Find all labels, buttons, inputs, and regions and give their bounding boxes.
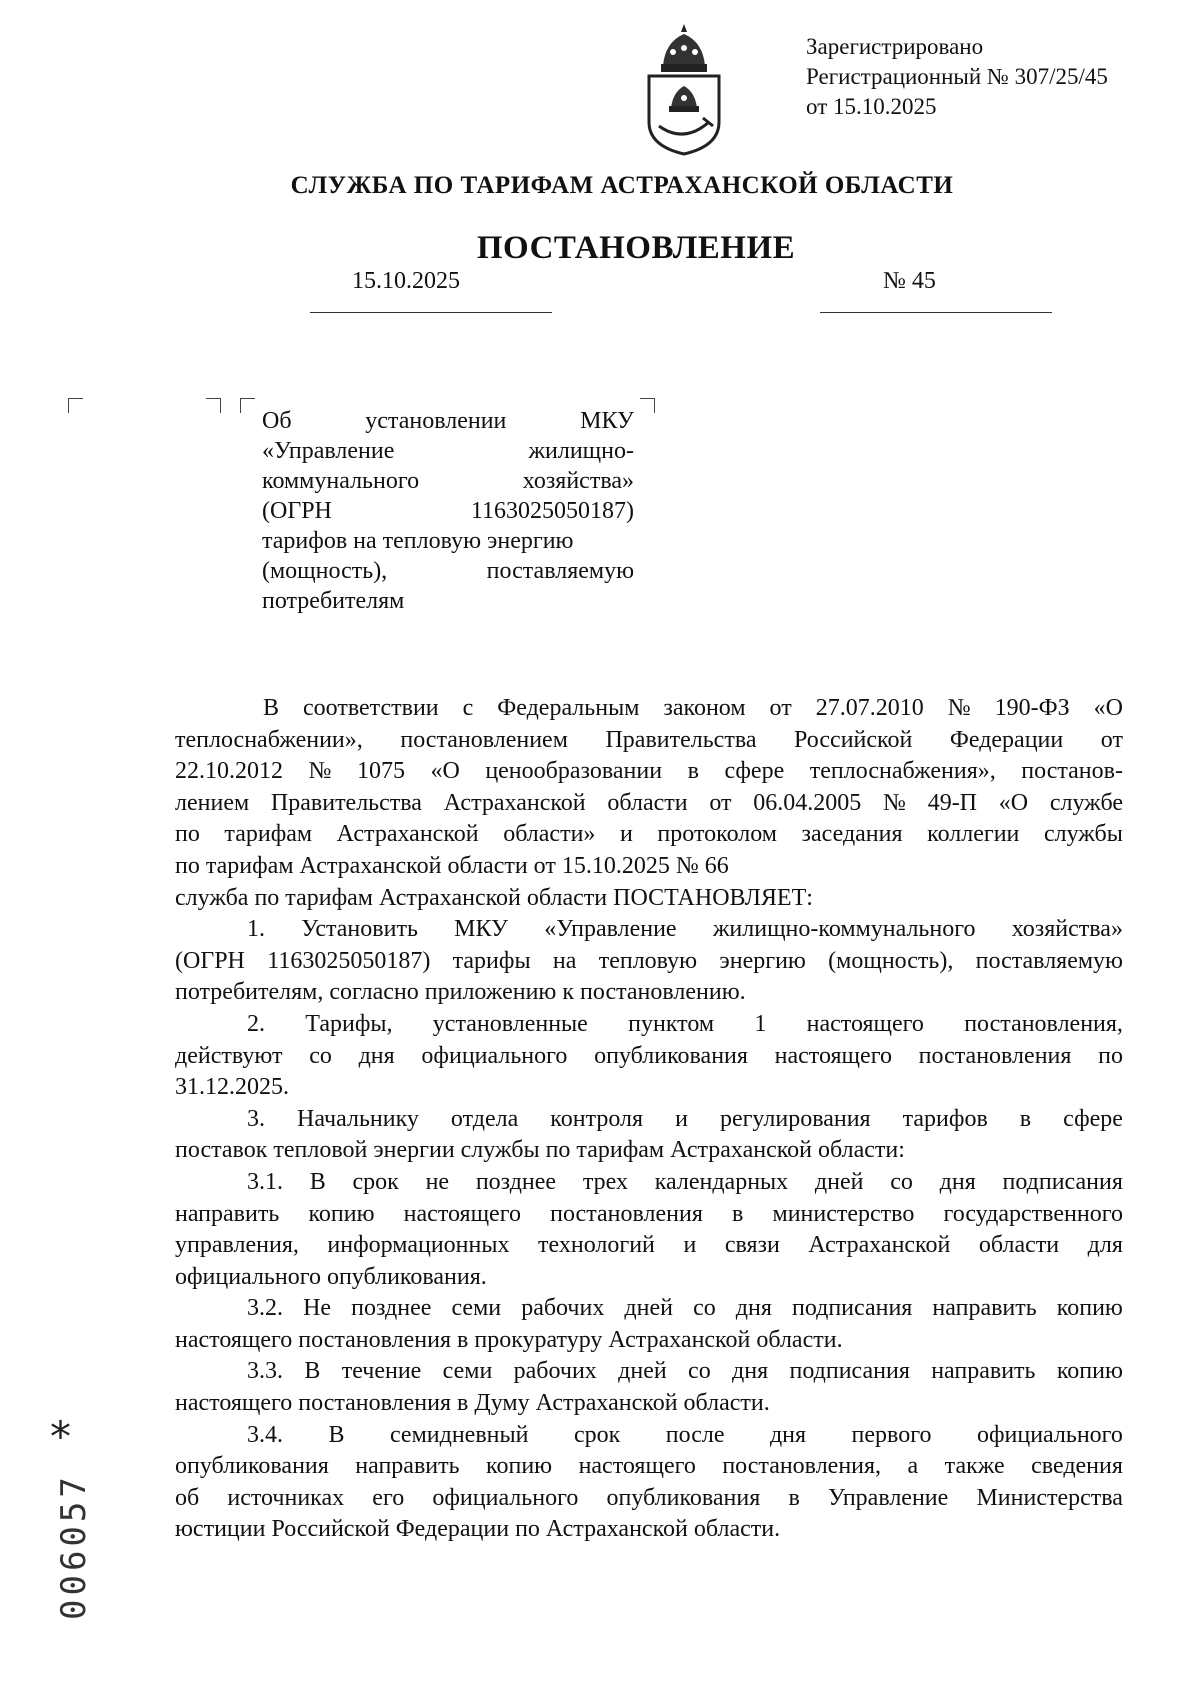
body-line: 3.3. В течение семи рабочих дней со дня подписания направить копию xyxy=(247,1358,1123,1385)
body-line: 22.10.2012 № 1075 «О ценообразовании в сфере теплоснабжения», постанов- xyxy=(175,758,1123,785)
subject-line: потребителям xyxy=(262,588,405,614)
body-line: настоящего постановления в прокуратуру Астраханской области. xyxy=(175,1326,843,1353)
body-line: по тарифам Астраханской области» и протоколом заседания коллегии службы xyxy=(175,821,1123,848)
body-line: управления, информационных технологий и связи Астраханской области для xyxy=(175,1232,1123,1259)
registration-number: Регистрационный № 307/25/45 xyxy=(806,64,1108,89)
corner-mark xyxy=(68,398,83,413)
date-underline xyxy=(310,312,552,313)
subject-word: МКУ xyxy=(580,408,634,434)
document-number: № 45 xyxy=(883,268,936,294)
subject-word: установлении xyxy=(365,408,507,434)
body-line: В соответствии с Федеральным законом от 27.07.2010 № 190-ФЗ «О xyxy=(263,695,1123,721)
document-body xyxy=(175,693,1123,1546)
registration-label: Зарегистрировано xyxy=(806,34,984,59)
body-line: направить копию настоящего постановления в министерство государственного xyxy=(175,1200,1123,1227)
body-line: об источниках его официального опубликования в Управление Министерства xyxy=(175,1484,1123,1511)
subject-word: жилищно- xyxy=(528,438,634,464)
subject-word: хозяйства» xyxy=(522,468,634,494)
body-line: 1. Установить МКУ «Управление жилищно-коммунального хозяйства» xyxy=(247,916,1123,943)
coat-of-arms-icon xyxy=(643,22,725,158)
agency-name: СЛУЖБА ПО ТАРИФАМ АСТРАХАНСКОЙ ОБЛАСТИ xyxy=(290,172,954,199)
body-line: теплоснабжении», постановлением Правительства Российской Федерации от xyxy=(175,726,1123,753)
corner-mark xyxy=(640,398,655,413)
body-line: действуют со дня официального опубликования настоящего постановления по xyxy=(175,1042,1123,1069)
subject-word: Об xyxy=(262,408,292,434)
body-line: юстиции Российской Федерации по Астраханской области. xyxy=(175,1516,781,1543)
body-line: настоящего постановления в Думу Астраханской области. xyxy=(175,1390,770,1417)
document-subject xyxy=(262,406,634,616)
body-line: по тарифам Астраханской области от 15.10.2025 № 66 xyxy=(175,852,729,879)
body-line: опубликования направить копию настоящего постановления, а также сведения xyxy=(175,1453,1123,1480)
subject-word: поставляемую xyxy=(486,558,634,584)
corner-mark xyxy=(240,398,255,413)
document-date: 15.10.2025 xyxy=(352,268,460,294)
side-stamp-number: 006057 xyxy=(54,1473,94,1620)
body-line: 31.12.2025. xyxy=(175,1074,289,1101)
subject-word: коммунального xyxy=(262,468,420,494)
subject-word: (ОГРН xyxy=(262,498,332,524)
subject-line: тарифов на тепловую энергию xyxy=(262,528,574,554)
body-line: 3.4. В семидневный срок после дня первого официального xyxy=(247,1421,1123,1448)
number-underline xyxy=(820,312,1052,313)
body-line: потребителям, согласно приложению к постановлению. xyxy=(175,979,746,1006)
subject-word: «Управление xyxy=(262,438,395,464)
body-line: (ОГРН 1163025050187) тарифы на тепловую энергию (мощность), поставляемую xyxy=(175,947,1123,974)
body-line: официального опубликования. xyxy=(175,1263,487,1290)
corner-mark xyxy=(206,398,221,413)
registration-date: от 15.10.2025 xyxy=(806,94,937,119)
body-line: 3.1. В срок не позднее трех календарных дней со дня подписания xyxy=(247,1168,1123,1195)
subject-word: (мощность), xyxy=(262,558,388,584)
subject-word: 1163025050187) xyxy=(470,498,634,524)
body-line: 3. Начальнику отдела контроля и регулирования тарифов в сфере xyxy=(247,1105,1123,1132)
body-line: 2. Тарифы, установленные пунктом 1 настоящего постановления, xyxy=(247,1010,1123,1037)
document-type: ПОСТАНОВЛЕНИЕ xyxy=(476,230,796,266)
registration-stamp xyxy=(806,32,1108,122)
body-line: лением Правительства Астраханской области от 06.04.2005 № 49-П «О службе xyxy=(175,789,1123,816)
side-star: * xyxy=(50,1412,71,1461)
decree-line: служба по тарифам Астраханской области ПОСТАНОВЛЯЕТ: xyxy=(175,884,813,911)
body-line: 3.2. Не позднее семи рабочих дней со дня подписания направить копию xyxy=(247,1295,1123,1322)
body-line: поставок тепловой энергии службы по тарифам Астраханской области: xyxy=(175,1137,905,1164)
